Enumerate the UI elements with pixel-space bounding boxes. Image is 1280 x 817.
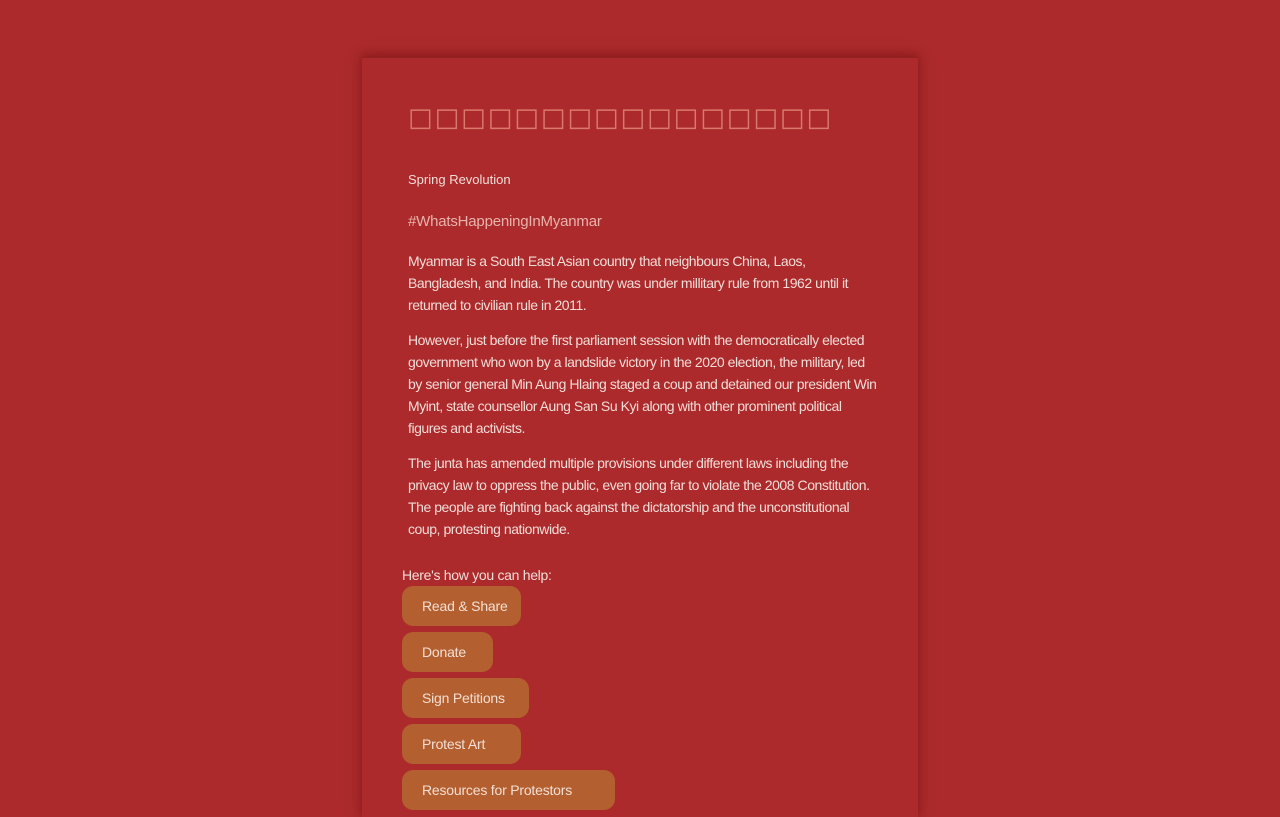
- coup-paragraph: However, just before the first parliament session with the democratically elected government who won by a landslide victory in the 2020 election, the military, led by senior general Min Aung Hlaing staged a coup and detained our president Win Myint, state counsellor Aung San Su Kyi along with other prominent political figures and activists.: [408, 332, 877, 436]
- resources-for-protestors-button[interactable]: Resources for Protestors: [402, 770, 615, 810]
- page-subtitle: Spring Revolution: [408, 172, 511, 187]
- read-share-button[interactable]: Read & Share: [402, 586, 521, 626]
- hashtag: #WhatsHappeningInMyanmar: [408, 213, 602, 230]
- content-card: [362, 57, 918, 817]
- help-label: Here's how you can help:: [402, 567, 552, 583]
- junta-paragraph: The junta has amended multiple provisions under different laws including the privacy law to oppress the public, even going far to violate the 2008 Constitution. The people are fighting back against the dictatorship and the unconstitutional coup, protesting nationwide.: [408, 455, 870, 537]
- donate-button[interactable]: Donate: [402, 632, 493, 672]
- sign-petitions-button[interactable]: Sign Petitions: [402, 678, 529, 718]
- intro-paragraph: Myanmar is a South East Asian country that neighbours China, Laos, Bangladesh, and India. The country was under millitary rule from 1962 until it returned to civilian rule in 2011.: [408, 253, 849, 313]
- page-title: □□□□□□□□□□□□□□□□: [408, 103, 834, 133]
- protest-art-button[interactable]: Protest Art: [402, 724, 521, 764]
